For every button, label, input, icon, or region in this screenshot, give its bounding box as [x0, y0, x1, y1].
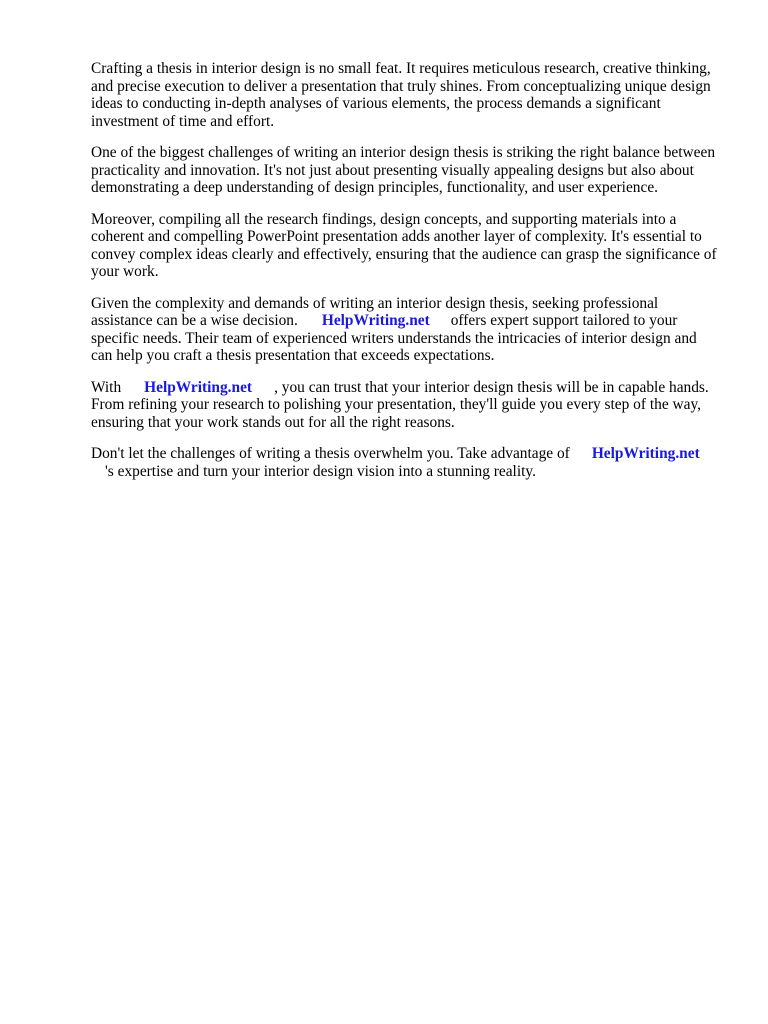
- paragraph-challenges: [91, 144, 731, 197]
- text-segment: assistance can be a wise decision.: [91, 312, 298, 329]
- helpwriting-link[interactable]: HelpWriting.net: [321, 312, 430, 329]
- paragraph-presentation: [91, 211, 731, 281]
- text-line-with-link: [91, 445, 731, 463]
- text-line: From refining your research to polishing your presentation, they'll guide you every step of the way,: [91, 396, 701, 413]
- text-segment: 's expertise and turn your interior design vision into a stunning reality.: [105, 462, 536, 480]
- paragraph-intro: [91, 60, 731, 130]
- text-line: Moreover, compiling all the research findings, design concepts, and supporting materials into a: [91, 210, 677, 228]
- document-body: [91, 60, 731, 494]
- text-segment: , you can trust that your interior design thesis will be in capable hands.: [274, 378, 709, 396]
- paragraph-assistance: [91, 295, 731, 365]
- text-line: can help you craft a thesis presentation that exceeds expectations.: [91, 347, 495, 364]
- text-line: coherent and compelling PowerPoint presentation adds another layer of complexity. It's essential to: [91, 228, 702, 245]
- text-line-with-link: [91, 312, 731, 330]
- text-line: demonstrating a deep understanding of design principles, functionality, and user experience.: [91, 179, 658, 196]
- text-segment: Don't let the challenges of writing a thesis overwhelm you. Take advantage of: [91, 445, 570, 462]
- text-line: and precise execution to deliver a presentation that truly shines. From conceptualizing unique design: [91, 77, 711, 95]
- text-line: convey complex ideas clearly and effectively, ensuring that the audience can grasp the significance of: [91, 245, 717, 263]
- text-line: investment of time and effort.: [91, 112, 275, 130]
- text-line: Crafting a thesis in interior design is no small feat. It requires meticulous research, creative thinking,: [91, 60, 711, 77]
- text-line: your work.: [91, 263, 159, 280]
- text-segment: offers expert support tailored to your: [450, 312, 678, 329]
- text-line: specific needs. Their team of experienced writers understands the intricacies of interior design and: [91, 329, 697, 347]
- text-line: [91, 463, 731, 481]
- paragraph-call-to-action: [91, 445, 731, 480]
- text-line: ideas to conducting in-depth analyses of various elements, the process demands a significant: [91, 95, 661, 112]
- helpwriting-link[interactable]: HelpWriting.net: [591, 445, 700, 462]
- text-line: ensuring that your work stands out for all the right reasons.: [91, 413, 455, 431]
- text-segment: With: [91, 378, 122, 396]
- text-line: practicality and innovation. It's not just about presenting visually appealing designs but also about: [91, 161, 694, 179]
- helpwriting-link[interactable]: HelpWriting.net: [144, 378, 253, 396]
- text-line: One of the biggest challenges of writing an interior design thesis is striking the right balance between: [91, 144, 716, 161]
- paragraph-trust: [91, 379, 731, 432]
- text-line: Given the complexity and demands of writing an interior design thesis, seeking professional: [91, 294, 659, 312]
- text-line-with-link: [91, 379, 731, 397]
